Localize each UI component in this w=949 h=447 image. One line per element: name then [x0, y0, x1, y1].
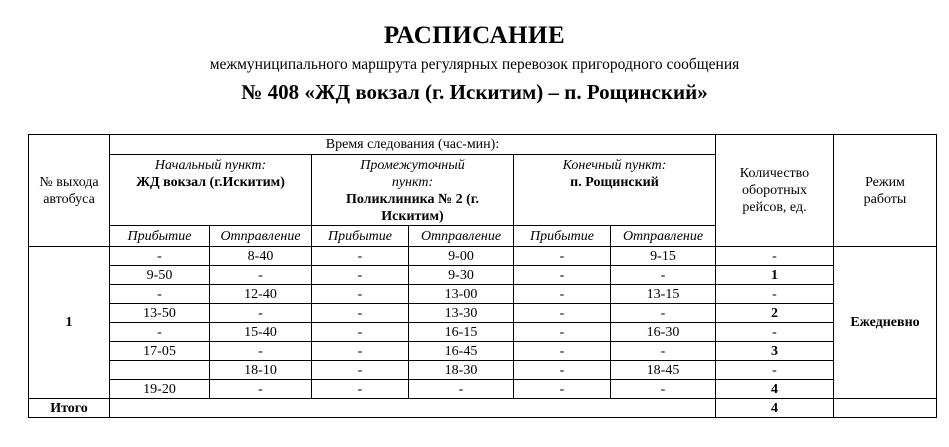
total-label: Итого — [29, 399, 110, 418]
route-name: № 408 «ЖД вокзал (г. Искитим) – п. Рощинский» — [241, 80, 708, 104]
header-exit-number: № выхода автобуса — [29, 135, 110, 247]
time-cell: - — [611, 304, 716, 323]
header-trip-count: Количество оборотных рейсов, ед. — [716, 135, 834, 247]
time-cell: - — [312, 361, 409, 380]
time-cell: 16-30 — [611, 323, 716, 342]
time-cell: 19-20 — [110, 380, 210, 399]
trip-count-cell: 2 — [716, 304, 834, 323]
time-cell: - — [312, 247, 409, 266]
time-cell: - — [312, 323, 409, 342]
header-arrival: Прибытие — [110, 226, 210, 247]
time-cell: 16-15 — [409, 323, 514, 342]
header-arrival: Прибытие — [514, 226, 611, 247]
time-cell: - — [514, 323, 611, 342]
table-row — [29, 361, 937, 380]
time-cell: - — [514, 285, 611, 304]
trip-count-cell: - — [716, 285, 834, 304]
time-cell: 13-30 — [409, 304, 514, 323]
header-departure: Отправление — [611, 226, 716, 247]
time-cell: - — [110, 285, 210, 304]
time-cell: - — [312, 342, 409, 361]
time-cell: - — [514, 380, 611, 399]
exit-number-cell: 1 — [29, 247, 110, 399]
time-cell: - — [514, 266, 611, 285]
total-mode-empty-cell — [834, 399, 937, 418]
end-point-name: п. Рощинский — [570, 175, 659, 190]
time-cell: - — [312, 266, 409, 285]
time-cell: - — [514, 361, 611, 380]
middle-point-label: Промежуточный пункт: — [360, 158, 465, 190]
trip-count-cell: - — [716, 323, 834, 342]
time-cell: 18-30 — [409, 361, 514, 380]
time-cell — [110, 361, 210, 380]
table-row — [29, 304, 937, 323]
table-row — [29, 380, 937, 399]
table-row — [29, 247, 937, 266]
time-cell: 16-45 — [409, 342, 514, 361]
schedule-subtitle: межмуниципального маршрута регулярных перевозок пригородного сообщения — [209, 56, 740, 73]
trip-count-cell: 4 — [716, 380, 834, 399]
time-cell: 9-50 — [110, 266, 210, 285]
time-cell: 8-40 — [210, 247, 312, 266]
header-work-mode: Режим работы — [834, 135, 937, 247]
time-cell: - — [210, 304, 312, 323]
header-arrival: Прибытие — [312, 226, 409, 247]
time-cell: - — [611, 380, 716, 399]
time-cell: 17-05 — [110, 342, 210, 361]
time-cell: - — [210, 266, 312, 285]
time-cell: 13-50 — [110, 304, 210, 323]
schedule-title: РАСПИСАНИЕ — [383, 22, 566, 49]
schedule-table — [28, 134, 937, 418]
time-cell: 18-10 — [210, 361, 312, 380]
time-cell: - — [409, 380, 514, 399]
time-cell: - — [210, 380, 312, 399]
work-mode-cell: Ежедневно — [834, 247, 937, 399]
time-cell: - — [312, 304, 409, 323]
table-row — [29, 266, 937, 285]
time-cell: - — [514, 304, 611, 323]
time-cell: 13-00 — [409, 285, 514, 304]
total-row — [29, 399, 937, 418]
time-cell: - — [312, 380, 409, 399]
trip-count-cell: 3 — [716, 342, 834, 361]
header-middle-point — [312, 155, 514, 226]
time-cell: 9-30 — [409, 266, 514, 285]
trip-count-cell: - — [716, 361, 834, 380]
total-empty-cell — [110, 399, 716, 418]
time-cell: 12-40 — [210, 285, 312, 304]
total-value: 4 — [716, 399, 834, 418]
time-cell: - — [514, 342, 611, 361]
header-departure: Отправление — [210, 226, 312, 247]
time-cell: - — [312, 285, 409, 304]
end-point-label: Конечный пункт: — [562, 158, 667, 173]
middle-point-name: Поликлиника № 2 (г. Искитим) — [345, 192, 480, 224]
time-cell: 9-15 — [611, 247, 716, 266]
table-row — [29, 323, 937, 342]
header-end-point — [514, 155, 716, 226]
time-cell: 18-45 — [611, 361, 716, 380]
start-point-label: Начальный пункт: — [154, 158, 267, 173]
time-cell: 13-15 — [611, 285, 716, 304]
time-cell: - — [210, 342, 312, 361]
start-point-name: ЖД вокзал (г.Искитим) — [136, 175, 285, 190]
table-row — [29, 285, 937, 304]
time-cell: 9-00 — [409, 247, 514, 266]
table-row — [29, 342, 937, 361]
time-cell: - — [110, 247, 210, 266]
trip-count-cell: 1 — [716, 266, 834, 285]
header-departure: Отправление — [409, 226, 514, 247]
time-cell: - — [110, 323, 210, 342]
time-cell: 15-40 — [210, 323, 312, 342]
trip-count-cell: - — [716, 247, 834, 266]
time-cell: - — [611, 266, 716, 285]
header-travel-time: Время следования (час-мин): — [110, 135, 716, 155]
time-cell: - — [611, 342, 716, 361]
header-start-point — [110, 155, 312, 226]
time-cell: - — [514, 247, 611, 266]
